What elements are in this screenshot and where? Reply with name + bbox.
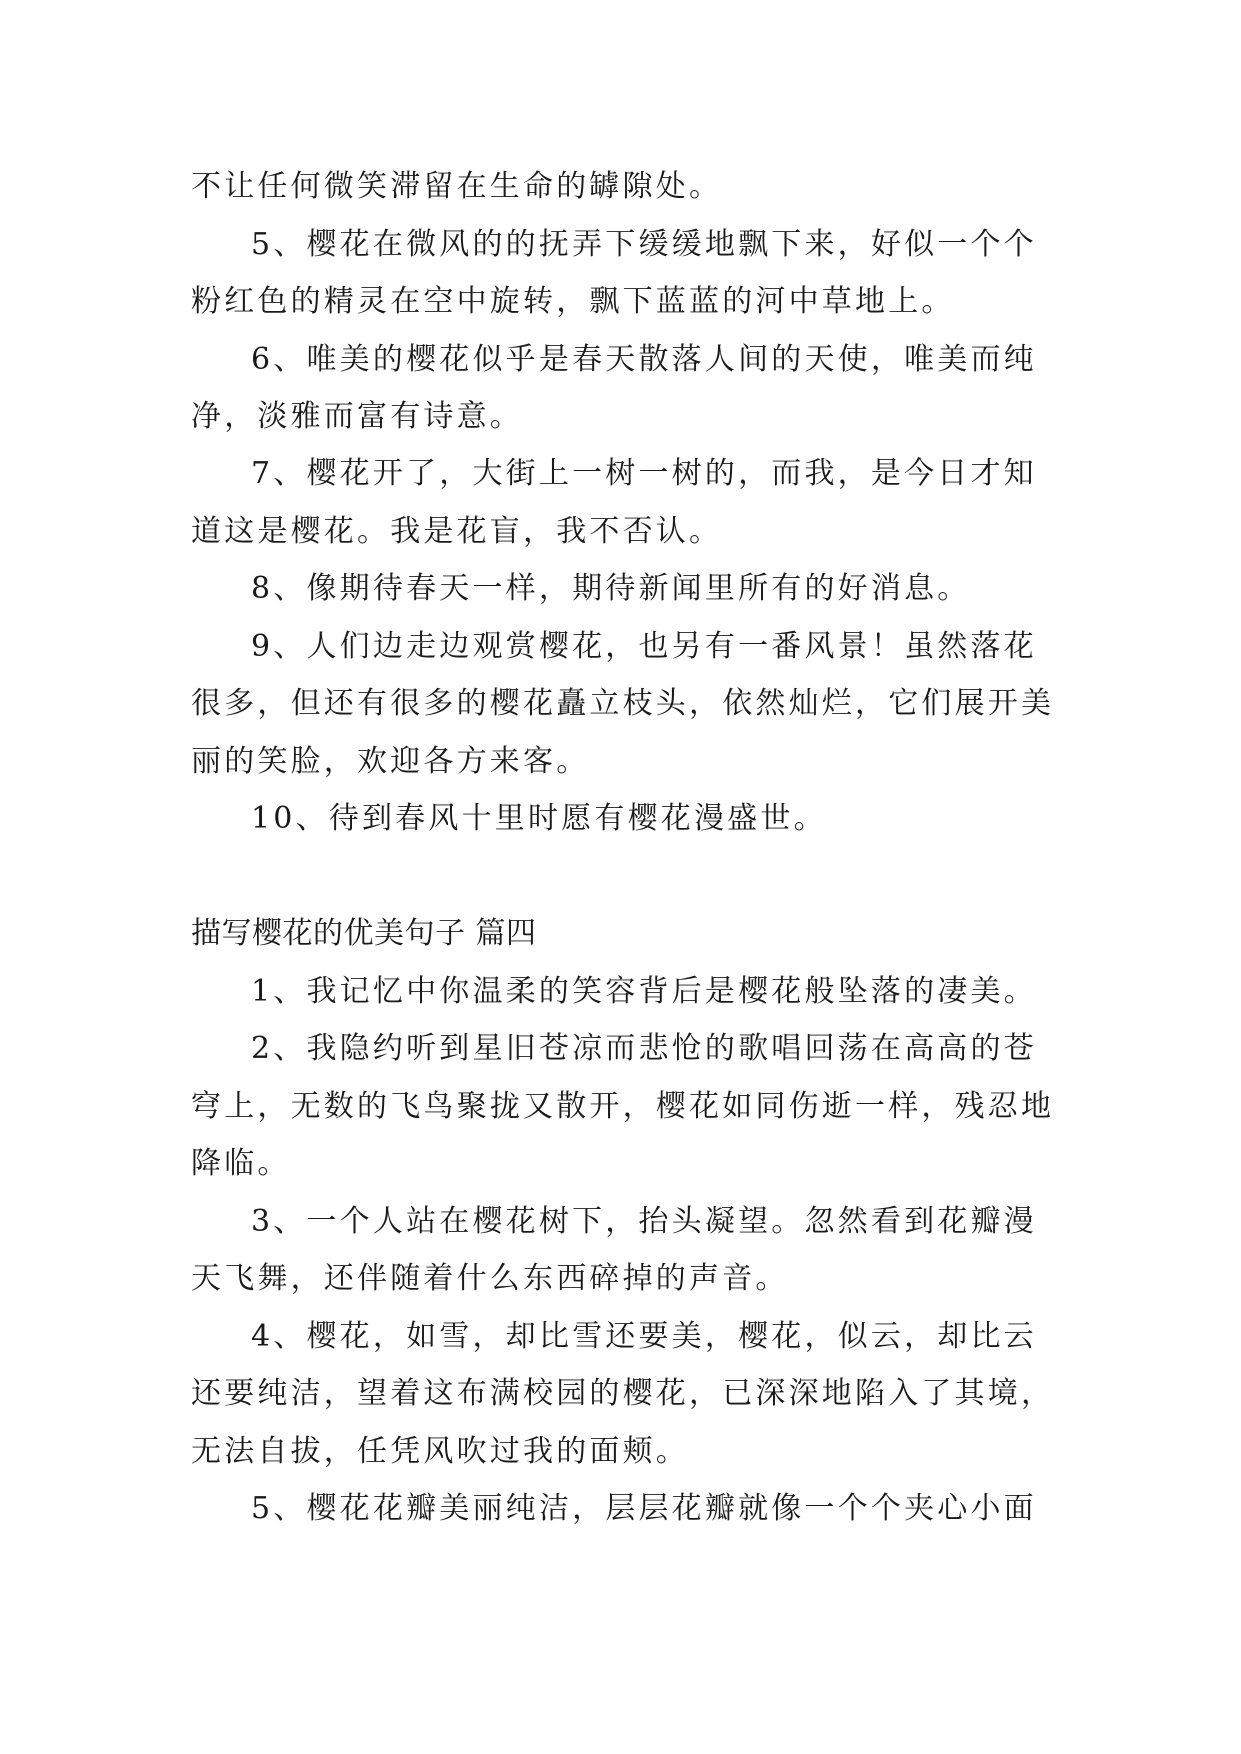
text-line: 4、樱花，如雪，却比雪还要美，樱花，似云，却比云 [251, 1319, 1037, 1354]
text-line: 5、樱花在微风的的抚弄下缓缓地飘下来，好似一个个 [251, 227, 1037, 262]
text-line: 很多，但还有很多的樱花矗立枝头，依然灿烂，它们展开美 [191, 686, 1055, 721]
text-line: 丽的笑脸，欢迎各方来客。 [191, 744, 590, 779]
text-line: 9、人们边走边观赏樱花，也另有一番风景！虽然落花 [251, 629, 1037, 664]
text-line: 天飞舞，还伴随着什么东西碎掉的声音。 [191, 1261, 789, 1296]
text-line: 7、樱花开了，大街上一树一树的，而我，是今日才知 [251, 456, 1037, 491]
text-line: 不让任何微笑滞留在生命的罅隙处。 [191, 169, 723, 204]
text-line: 道这是樱花。我是花盲，我不否认。 [191, 514, 723, 549]
text-line: 粉红色的精灵在空中旋转，飘下蓝蓝的河中草地上。 [191, 284, 955, 319]
text-line: 2、我隐约听到星旧苍凉而悲怆的歌唱回荡在高高的苍 [251, 1031, 1037, 1066]
text-line: 3、一个人站在樱花树下，抬头凝望。忽然看到花瓣漫 [251, 1204, 1037, 1239]
text-line: 降临。 [191, 1146, 291, 1181]
text-line: 8、像期待春天一样，期待新闻里所有的好消息。 [251, 571, 971, 606]
text-line: 1、我记忆中你温柔的笑容背后是樱花般坠落的凄美。 [251, 974, 1037, 1009]
text-line: 净，淡雅而富有诗意。 [191, 399, 523, 434]
section-heading: 描写樱花的优美句子 篇四 [191, 916, 537, 951]
text-line: 10、待到春风十里时愿有樱花漫盛世。 [251, 801, 827, 836]
text-line: 6、唯美的樱花似乎是春天散落人间的天使，唯美而纯 [251, 342, 1037, 377]
text-line: 5、樱花花瓣美丽纯洁，层层花瓣就像一个个夹心小面 [251, 1491, 1037, 1526]
text-line: 穹上，无数的飞鸟聚拢又散开，樱花如同伤逝一样，残忍地 [191, 1089, 1055, 1124]
text-line: 无法自拔，任凭风吹过我的面颊。 [191, 1434, 689, 1469]
text-line: 还要纯洁，望着这布满校园的樱花，已深深地陷入了其境， [191, 1376, 1055, 1411]
